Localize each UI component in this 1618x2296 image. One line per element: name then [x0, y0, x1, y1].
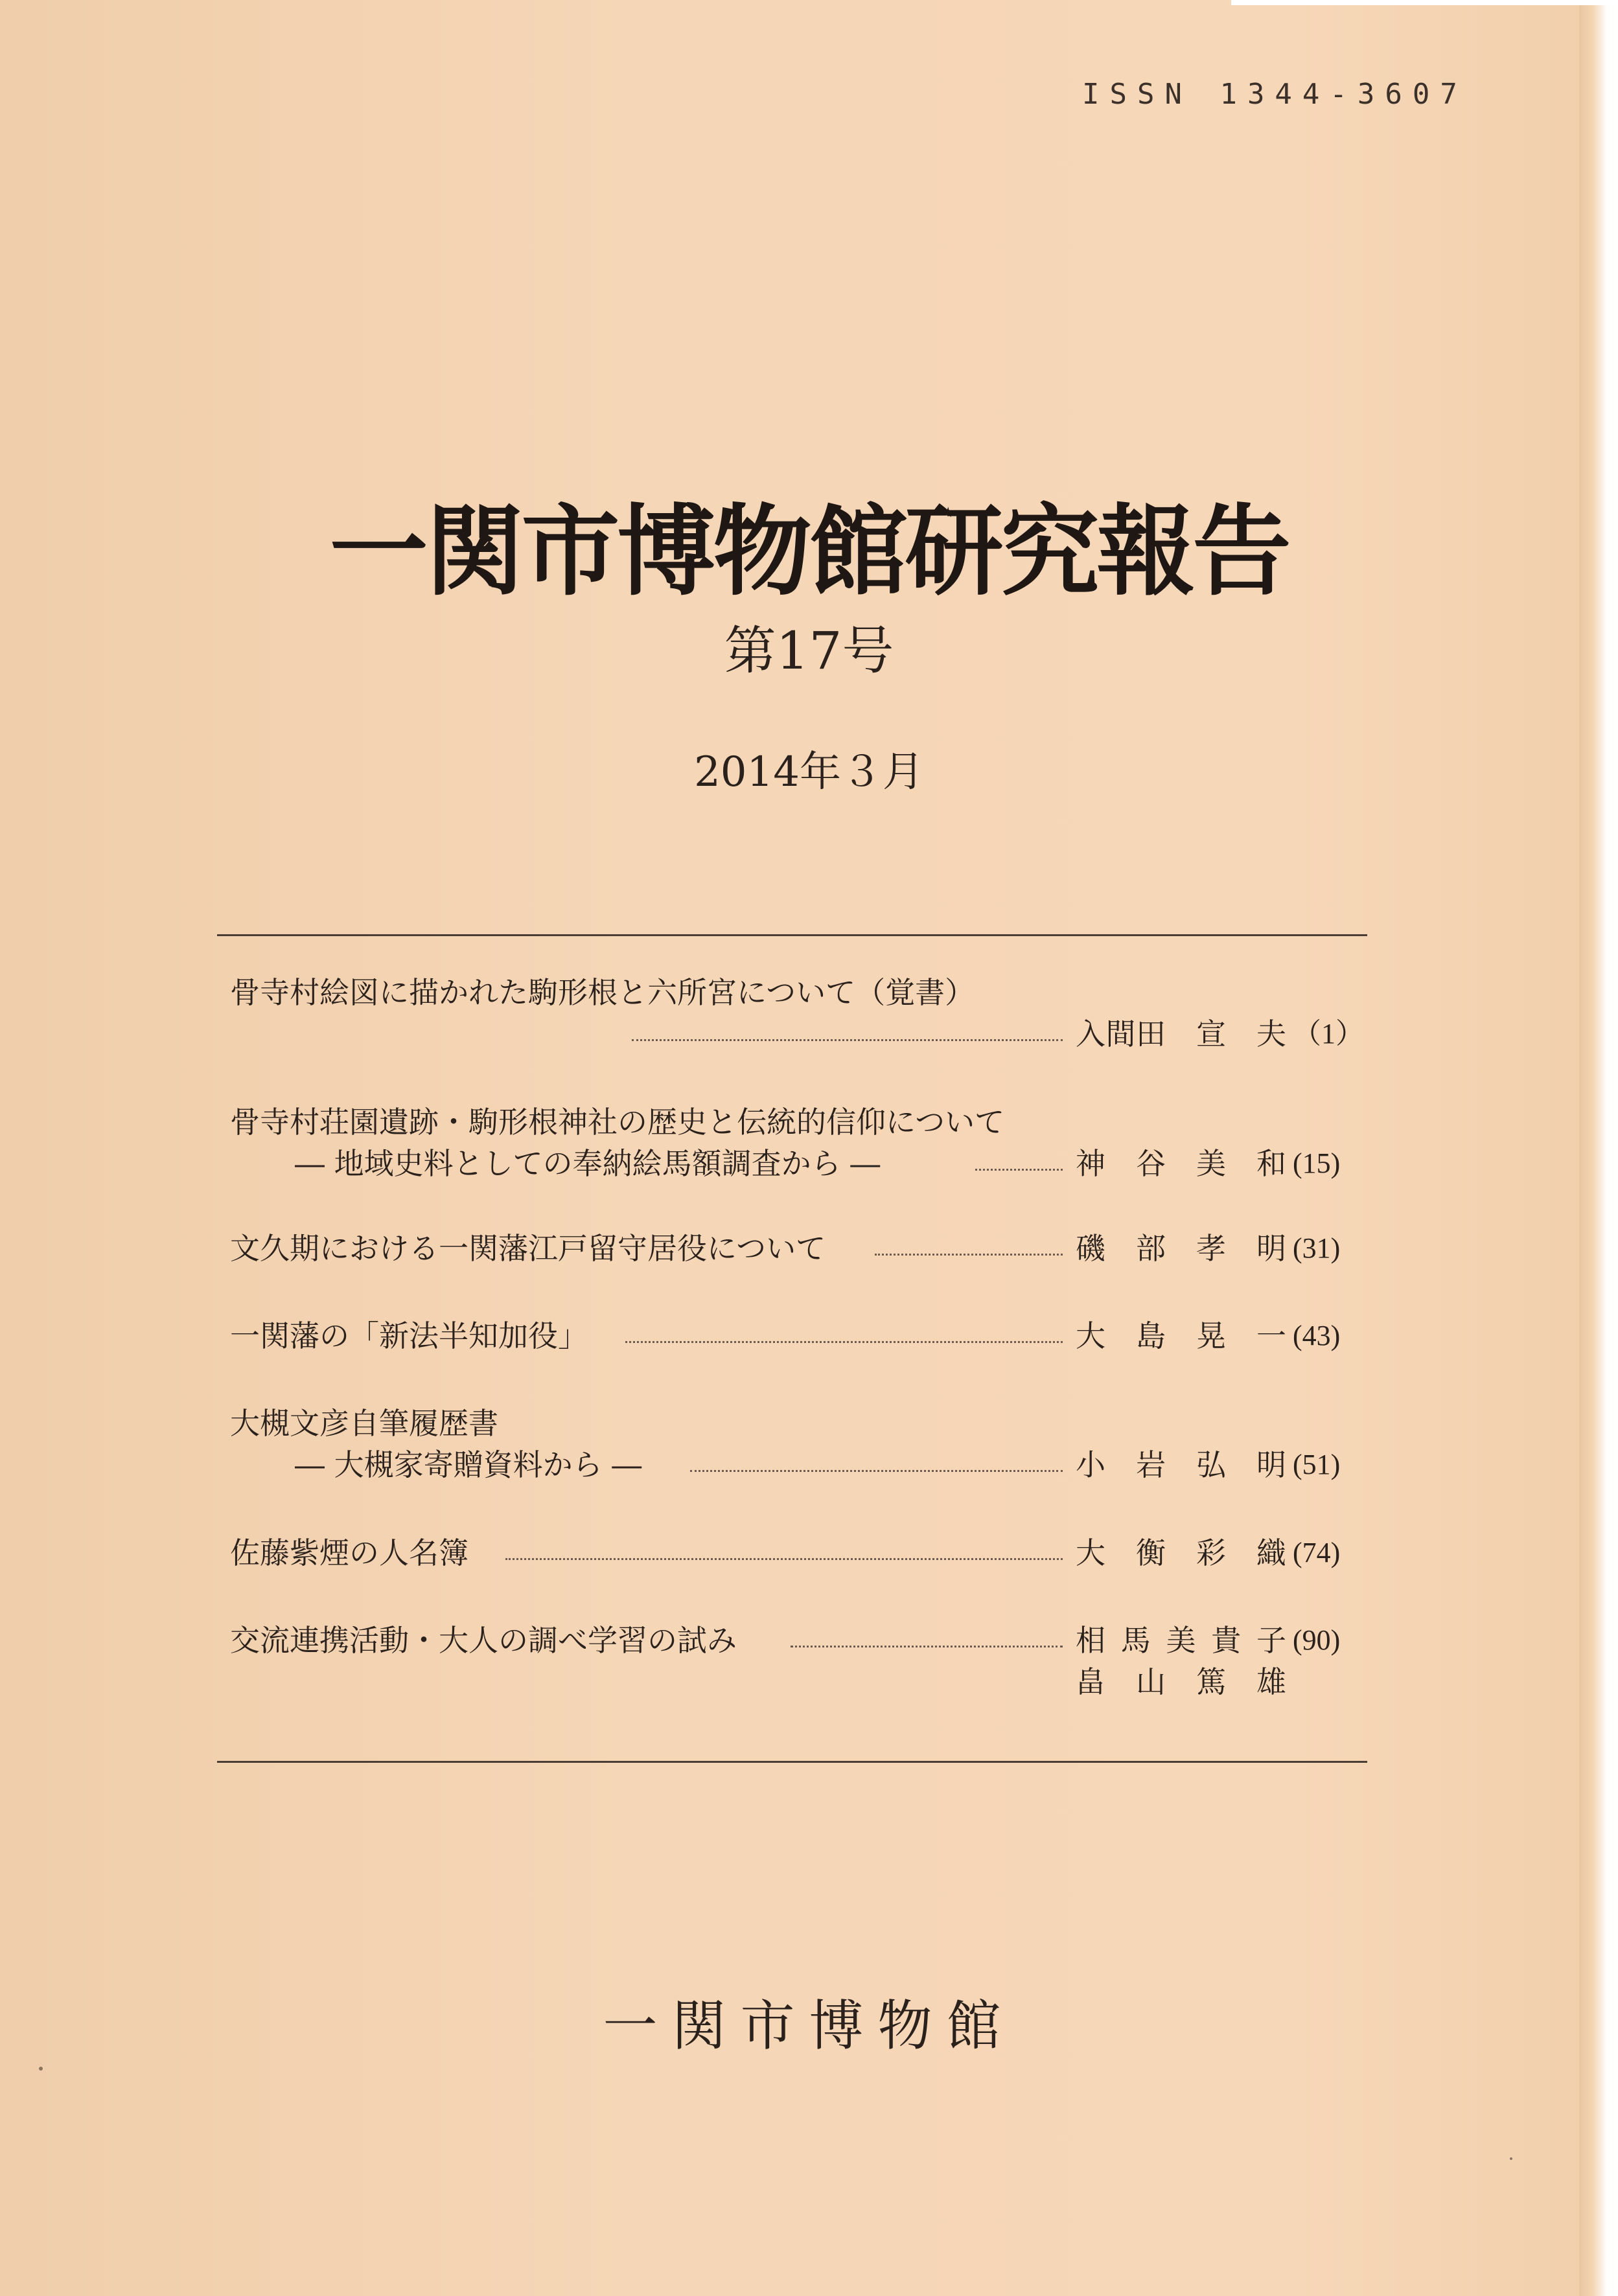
article-subtitle: ― 地域史料としての奉納絵馬額調査から ―	[295, 1146, 881, 1181]
publication-date: 2014年３月	[694, 748, 924, 796]
article-author: 大 衡 彩 織	[1076, 1535, 1286, 1570]
article-coauthor: 畠 山 篤 雄	[1076, 1664, 1286, 1699]
article-author: 磯 部 孝 明	[1076, 1231, 1286, 1266]
toc-entry[interactable]	[230, 1620, 1367, 1703]
page-number: （1）	[1293, 1018, 1364, 1050]
issn-number: ISSN 1344-3607	[1082, 78, 1468, 111]
paper-speck	[39, 2067, 43, 2071]
journal-title: 一関市博物館研究報告	[329, 493, 1289, 609]
issue-number: 第17号	[724, 621, 894, 681]
dot-leader	[505, 1558, 1063, 1560]
article-title: 交流連携活動・大人の調べ学習の試み	[230, 1623, 737, 1658]
page-edge-top	[1231, 0, 1618, 5]
page-number: (90)	[1293, 1624, 1341, 1656]
dot-leader	[875, 1254, 1063, 1256]
article-title: 佐藤紫煙の人名簿	[230, 1535, 468, 1570]
page-edge	[1579, 0, 1618, 2296]
article-author: 入間田 宣 夫	[1076, 1016, 1286, 1051]
page-number: (51)	[1293, 1449, 1341, 1480]
dot-leader	[690, 1470, 1063, 1472]
dot-leader	[791, 1646, 1063, 1647]
page-number: (43)	[1293, 1320, 1341, 1351]
dot-leader	[975, 1169, 1063, 1171]
dot-leader	[632, 1039, 1063, 1041]
paper-speck	[1510, 2157, 1512, 2160]
article-title: 骨寺村荘園遺跡・駒形根神社の歴史と伝統的信仰について	[230, 1105, 1005, 1140]
article-author: 神 谷 美 和	[1076, 1146, 1286, 1181]
toc-bottom-rule	[217, 1761, 1367, 1763]
article-author: 小 岩 弘 明	[1076, 1447, 1286, 1482]
page-number: (74)	[1293, 1537, 1341, 1568]
toc-top-rule	[217, 934, 1367, 936]
article-title: 骨寺村絵図に描かれた駒形根と六所宮について（覚書）	[230, 975, 975, 1010]
publisher-name: 一関市博物館	[603, 1994, 1015, 2058]
toc-entry[interactable]	[230, 1101, 1367, 1184]
toc-entry[interactable]	[230, 1315, 1367, 1357]
page-number: (15)	[1293, 1147, 1341, 1179]
article-subtitle: ― 大槻家寄贈資料から ―	[295, 1447, 642, 1482]
toc-entry[interactable]	[230, 1403, 1367, 1486]
article-author: 大 島 晃 一	[1076, 1318, 1286, 1353]
dot-leader	[625, 1341, 1063, 1343]
page-number: (31)	[1293, 1232, 1341, 1264]
article-title: 大槻文彦自筆履歴書	[230, 1406, 498, 1441]
toc-entry[interactable]	[230, 972, 1367, 1055]
toc-entry[interactable]	[230, 1532, 1367, 1574]
toc-entry[interactable]	[230, 1228, 1367, 1269]
article-title: 一関藩の「新法半知加役」	[230, 1318, 588, 1353]
article-title: 文久期における一関藩江戸留守居役について	[230, 1231, 826, 1266]
article-author: 相馬美貴子	[1076, 1623, 1286, 1658]
